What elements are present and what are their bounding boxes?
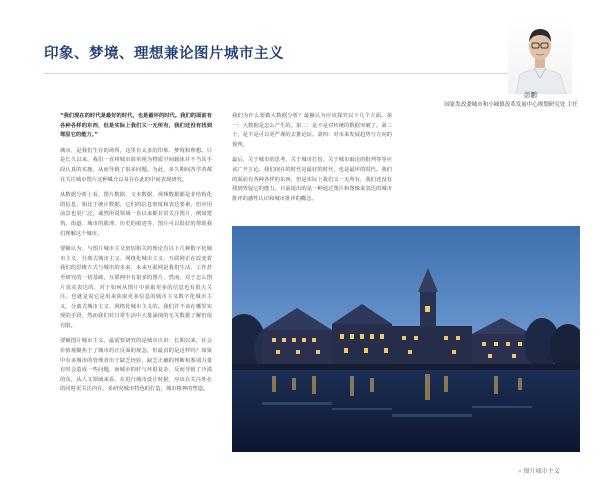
left-paragraph-4: 要额图片城市主义，最需要研究的是城市认识：长期以来，社会价值观聚焦于了城市的正反面的观念，但最真的是这样吗？如果中有多城市的管理者出于缺乏经验，缺乏正确的判断和鉴别力量有时会造成一些问题，而城市的好与坏很复杂，反而导致了冷漠的东，从人文领域来看，在进行城市设计时候，应该在关注外在的同时更关注内在，多研究城市特色的打造，城市精神的塑造。 (60, 338, 212, 393)
photo-caption (518, 466, 560, 475)
title-divider (44, 73, 516, 74)
caption-arrow-icon: » (518, 468, 522, 475)
left-paragraph-3: 要额认为，与图片城市主义密切相关的理论有以下几种数字化城市主义、分离式城市主义、网络化城市主义、互联网正在改变着我们的思维方式与城市的未来，未来互联网是我们生活、工作甚至研究的一切基础。互联网中有很多的图片，然而，对于怎么图片真实表达的，对于如何从图片中获取更多的信息也有很大关注。也就是说它是用来获取更多信息的城市主义数字化城市主义、分离式城市主义、网络化城市主义的。我们并不该在哪里实现的手段，然而我们对日常生活中大量涌现的无关数据了解仍很有限。 (60, 246, 212, 329)
city-night-photo (232, 226, 580, 452)
right-paragraph-2: 最后，关于城市的思考，关于城市打扮，关于城市取论的批判等等应该广开言论。我们现在的时代是最好的时代，也是最坏的时代。我们的面前有各种各样的东西，但是实际上我们又一无所有，我们还没有找到驾驭它的能力。目前提出的是一种通过图片和图像来表达的城市批评的感性认识和城市批评的概念。 (232, 157, 392, 202)
city-night-scene (232, 226, 580, 452)
author-portrait-drawing (508, 18, 572, 94)
left-paragraph-1: 城市，是我们生存的场所，这里有太多的印象、梦境和理想。只是长久以来，我们一直将城市简单视为物质空间载体并不当其手段认真的实施，从而导致了很多问题。为此，多久期间各学者都在关注城市图片这种媒介以及存在此的中间表现研究。 (60, 147, 212, 183)
author-portrait (508, 18, 572, 94)
right-paragraph-1: 我们为什么要做大数据分析？最额认为应该探究以下几个方面。第一：大数据是怎么产生的。第二：是不是对传统的数据突破了。第三个，是不是可以更严谨的去推论证。第四：对未来发展趋势与方向的预判。 (232, 113, 392, 148)
right-column (232, 112, 392, 210)
left-column (60, 112, 212, 401)
author-affiliation: 国家发改委城市和小城镇改革发展中心规划研究处 主任 (444, 102, 578, 108)
author-name: 彭鹏 (524, 91, 537, 99)
left-paragraph-2: 从数据分析上看，图片数据、文本数据、视频数据都是非结构化的信息，相比于统计数据，它们的信息密度和表达要素，但应用前景也更广泛。诚然所说领域一直以来都非常关注图片，例如建筑、街道、城市的肌理、历史的痕迹等，图片可以很好的帮助我们理解这个城市。 (60, 192, 212, 237)
page-title: 印象、梦境、理想兼论图片城市主义 (44, 46, 284, 62)
lead-quote: “我们现在的时代是最好的时代，也是最坏的时代。我们的面前有各种各样的东西，但是实际上我们又一无所有，我们还没有找到驾驭它的能力。” (60, 113, 212, 139)
caption-text: 图片城市主义 (523, 468, 560, 475)
